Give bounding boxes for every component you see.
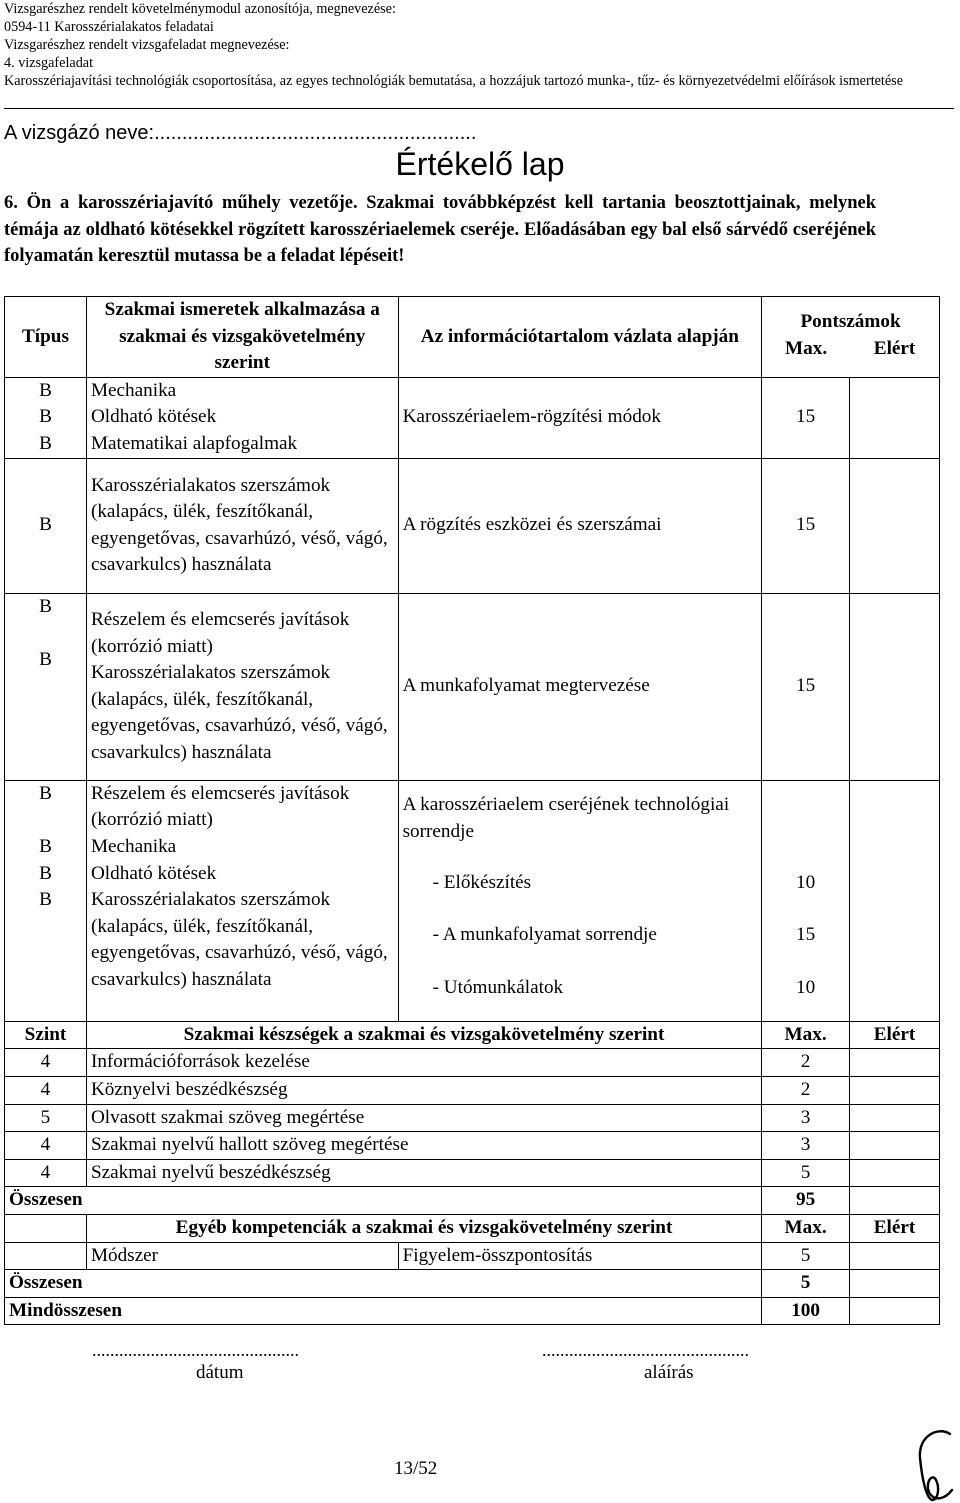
- outline-cell: Karosszériaelem-rögzítési módok: [398, 377, 762, 458]
- achieved-points-input[interactable]: [850, 780, 940, 1021]
- step-work-sequence: - A munkafolyamat sorrendje: [432, 924, 657, 946]
- outline-cell: A rögzítés eszközei és szerszámai: [398, 458, 762, 593]
- table-row: [5, 1104, 940, 1132]
- max-points-cell: 2: [762, 1076, 850, 1104]
- examinee-name-field: A vizsgázó neve:..........................................................: [4, 122, 477, 144]
- knowledge-cell: Részelem és elemcserés javítások (korrózió miatt) Karosszérialakatos szerszámok (kalapács, ülék, feszítőkanál, egyengetővas, csavarhúzó, véső, vágó, csavarkulcs) használata: [86, 593, 398, 780]
- document-header: [4, 0, 956, 90]
- knowledge-cell: Mechanika Oldható kötések Matematikai alapfogalmak: [86, 377, 398, 458]
- subtotal-label: Összesen: [5, 1187, 762, 1215]
- achieved-header: Elért: [850, 1021, 940, 1049]
- level-cell: 5: [5, 1104, 87, 1132]
- date-label: dátum: [196, 1362, 244, 1383]
- subtotal-row: [5, 1187, 940, 1215]
- max-header: Max.: [762, 1021, 850, 1049]
- table-row: [5, 377, 940, 458]
- outline-header: Az információtartalom vázlata alapján: [398, 297, 762, 378]
- type-header: Típus: [5, 297, 87, 378]
- level-cell: 4: [5, 1132, 87, 1160]
- achieved-points-input[interactable]: [850, 1132, 940, 1160]
- achieved-points-input[interactable]: [850, 593, 940, 780]
- step-finishing: - Utómunkálatok: [432, 976, 564, 998]
- type-cell: B B: [5, 593, 87, 780]
- signature-label: aláírás: [644, 1362, 694, 1383]
- task-description: 6. Ön a karosszériajavító műhely vezetője. Szakmai továbbképzést kell tartania beosztottjainak, melynek témája az oldható kötésekkel rögzített karosszériaelemek cseréje. Előadásában egy bal első sárvédő cseréjének folyamatán keresztül mutassa be a feladat lépéseit!: [4, 193, 876, 266]
- grand-total-achieved-input[interactable]: [850, 1297, 940, 1325]
- sequence-title: A karosszériaelem cseréjének technológiai sorrendje: [402, 793, 730, 842]
- empty-cell: [5, 1242, 87, 1270]
- max-points-cell: 2: [762, 1049, 850, 1077]
- points-header-title: Pontszámok: [800, 310, 901, 332]
- grand-total-row: [5, 1297, 940, 1325]
- subtotal-max: 95: [762, 1187, 850, 1215]
- level-cell: 4: [5, 1159, 87, 1187]
- initials-mark: [910, 1428, 956, 1502]
- skills-header-row: [5, 1021, 940, 1049]
- header-task-title: Karosszériajavítási technológiák csoportosítása, az egyes technológiák bemutatása, a hozzájuk tartozó munka-, tűz- és környezetvédelmi előírások ismertetése: [4, 73, 903, 89]
- subtotal-achieved-input[interactable]: [850, 1187, 940, 1215]
- header-task-label: Vizsgarészhez rendelt vizsgafeladat megnevezése:: [4, 37, 290, 53]
- max-points-cell: 10 15 10: [762, 780, 850, 1021]
- skill-cell: Köznyelvi beszédkészség: [86, 1076, 761, 1104]
- max-points-cell: 5: [762, 1159, 850, 1187]
- max-header: Max.: [785, 337, 828, 359]
- page-number: 13/52: [394, 1458, 438, 1479]
- table-row: [5, 1076, 940, 1104]
- skill-cell: Olvasott szakmai szöveg megértése: [86, 1104, 761, 1132]
- other-competencies-header: Egyéb kompetenciák a szakmai és vizsgakövetelmény szerint: [86, 1214, 761, 1242]
- grand-total-max: 100: [762, 1297, 850, 1325]
- level-cell: 4: [5, 1076, 87, 1104]
- knowledge-header: Szakmai ismeretek alkalmazása a szakmai és vizsgakövetelmény szerint: [86, 297, 398, 378]
- grand-total-label: Mindösszesen: [5, 1297, 762, 1325]
- type-cell: B B B B: [5, 780, 87, 1021]
- achieved-points-input[interactable]: [850, 377, 940, 458]
- outline-cell: A munkafolyamat megtervezése: [398, 593, 762, 780]
- table-row: [5, 1159, 940, 1187]
- skill-cell: Szakmai nyelvű hallott szöveg megértése: [86, 1132, 761, 1160]
- max-points-cell: 15: [762, 377, 850, 458]
- table-row: [5, 1049, 940, 1077]
- max-header: Max.: [762, 1214, 850, 1242]
- step-preparation: - Előkészítés: [432, 871, 532, 893]
- header-task-number: 4. vizsgafeladat: [4, 55, 94, 71]
- max-points-cell: 3: [762, 1132, 850, 1160]
- max-points-cell: 15: [762, 458, 850, 593]
- header-module-label: Vizsgarészhez rendelt követelménymodul azonosítója, megnevezése:: [4, 1, 396, 17]
- achieved-points-input[interactable]: [850, 1159, 940, 1187]
- signature-line: ..............................................: [542, 1340, 749, 1360]
- table-row: [5, 1132, 940, 1160]
- skills-header: Szakmai készségek a szakmai és vizsgakövetelmény szerint: [86, 1021, 761, 1049]
- page-title: Értékelő lap: [395, 146, 565, 182]
- skill-cell: Információforrások kezelése: [86, 1049, 761, 1077]
- other-header-row: [5, 1214, 940, 1242]
- table-header-row: [5, 297, 940, 378]
- skill-cell: Szakmai nyelvű beszédkészség: [86, 1159, 761, 1187]
- achieved-points-input[interactable]: [850, 1242, 940, 1270]
- achieved-points-input[interactable]: [850, 1104, 940, 1132]
- table-row: [5, 593, 940, 780]
- subtotal-label: Összesen: [5, 1270, 762, 1298]
- max-points-cell: 5: [762, 1242, 850, 1270]
- knowledge-cell: Karosszérialakatos szerszámok (kalapács, ülék, feszítőkanál, egyengetővas, csavarhúzó, véső, vágó, csavarkulcs) használata: [86, 458, 398, 593]
- subtotal-achieved-input[interactable]: [850, 1270, 940, 1298]
- subtotal-row: [5, 1270, 940, 1298]
- competency-name: Figyelem-összpontosítás: [398, 1242, 762, 1270]
- max-points-cell: 15: [762, 593, 850, 780]
- level-header: Szint: [5, 1021, 87, 1049]
- max-points-cell: 3: [762, 1104, 850, 1132]
- outline-cell: [398, 780, 762, 1021]
- empty-cell: [5, 1214, 87, 1242]
- evaluation-table: [4, 296, 940, 1325]
- header-divider: [4, 108, 954, 109]
- date-line: ..............................................: [92, 1340, 299, 1360]
- table-row: [5, 458, 940, 593]
- competency-category: Módszer: [86, 1242, 398, 1270]
- type-cell: B: [5, 458, 87, 593]
- achieved-header: Elért: [850, 1214, 940, 1242]
- table-row: [5, 780, 940, 1021]
- header-module-name: 0594-11 Karosszérialakatos feladatai: [4, 19, 214, 35]
- subtotal-max: 5: [762, 1270, 850, 1298]
- table-row: [5, 1242, 940, 1270]
- points-header: [762, 297, 940, 378]
- level-cell: 4: [5, 1049, 87, 1077]
- type-cell: B B B: [5, 377, 87, 458]
- knowledge-cell: Részelem és elemcserés javítások (korrózió miatt) Mechanika Oldható kötések Karosszérialakatos szerszámok (kalapács, ülék, feszítőkanál, egyengetővas, csavarhúzó, véső, vágó, csavarkulcs) használata: [86, 780, 398, 1021]
- achieved-header: Elért: [873, 337, 916, 359]
- achieved-points-input[interactable]: [850, 1076, 940, 1104]
- achieved-points-input[interactable]: [850, 458, 940, 593]
- achieved-points-input[interactable]: [850, 1049, 940, 1077]
